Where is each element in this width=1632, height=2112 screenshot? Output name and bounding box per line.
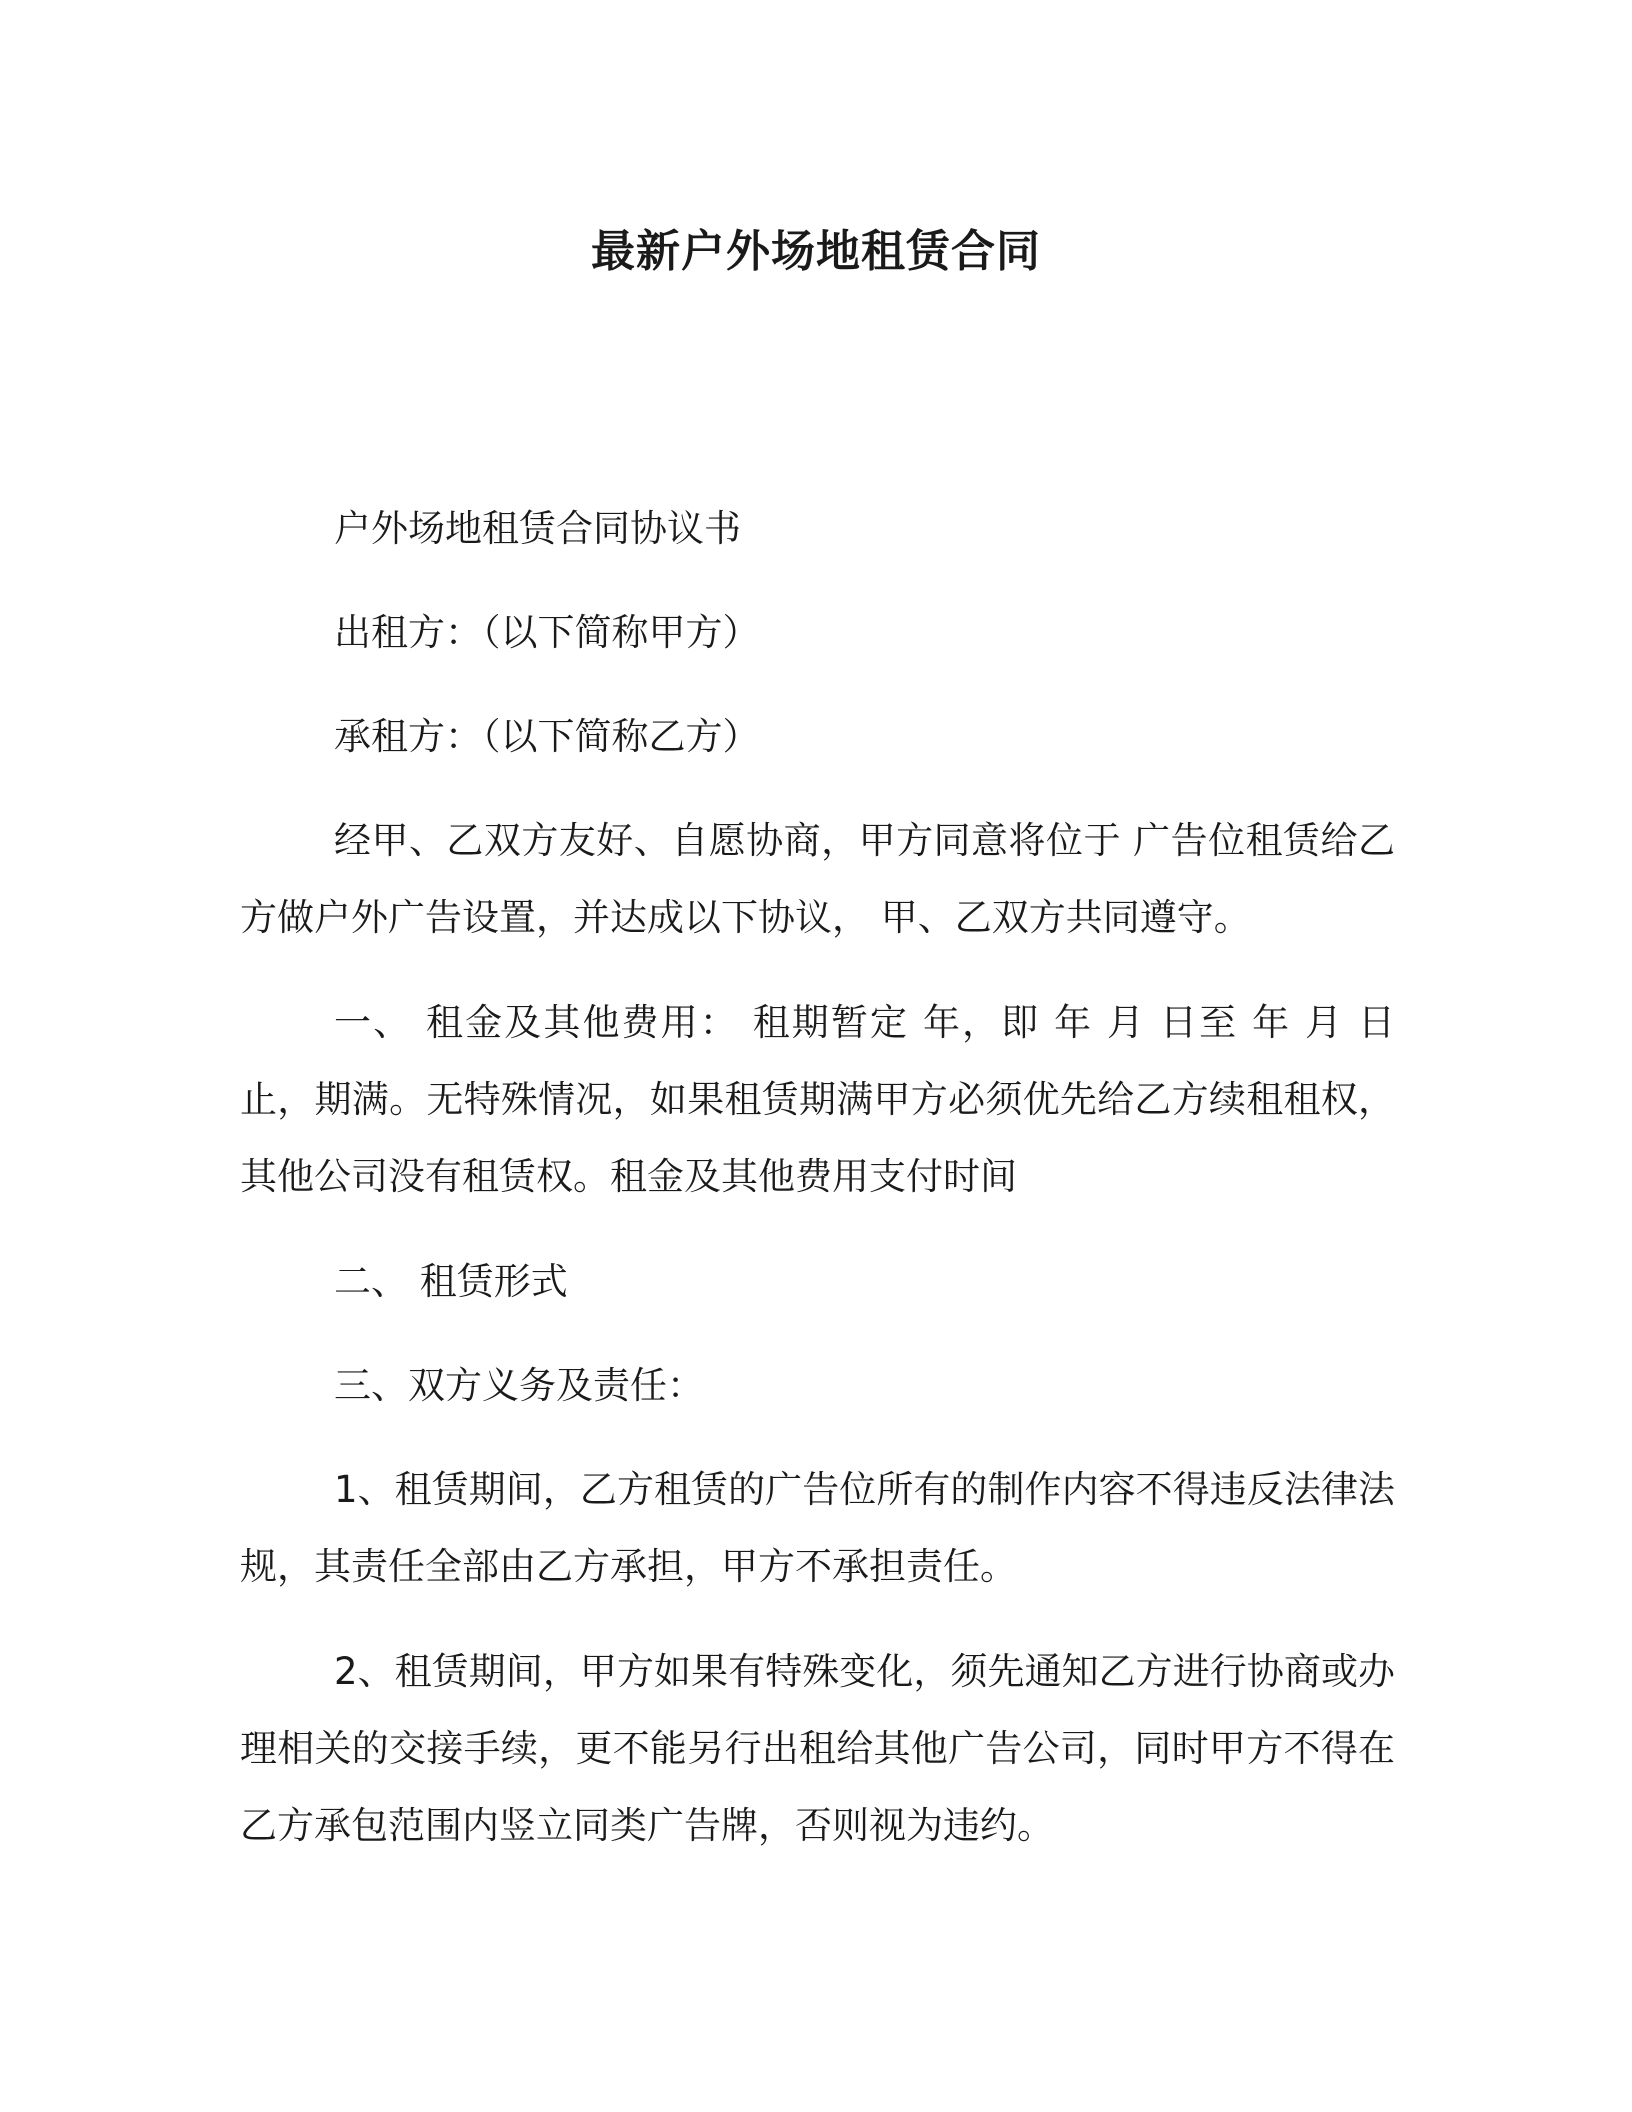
document-title: 最新户外场地租赁合同: [591, 226, 1041, 277]
paragraph-agreement-name: 户外场地租赁合同协议书: [334, 507, 741, 550]
paragraph-lessor: 出租方：（以下简称甲方）: [334, 611, 760, 654]
paragraph-obligation-1: 1、租赁期间，乙方租赁的广告位所有的制作内容不得违反法律法规，其责任全部由乙方承担，甲方不承担责任。: [240, 1468, 1395, 1588]
paragraph-lease-form: 二、 租赁形式: [334, 1260, 568, 1303]
paragraph-lessee: 承租方：（以下简称乙方）: [334, 715, 760, 758]
paragraph-obligation-2: 2、租赁期间，甲方如果有特殊变化，须先通知乙方进行协商或办理相关的交接手续，更不能另行出租给其他广告公司，同时甲方不得在乙方承包范围内竖立同类广告牌，否则视为违约。: [240, 1650, 1395, 1847]
paragraph-intro: 经甲、乙双方友好、自愿协商，甲方同意将位于 广告位租赁给乙方做户外广告设置，并达成以下协议， 甲、乙双方共同遵守。: [240, 819, 1395, 939]
document-body: [240, 490, 1395, 1892]
paragraph-obligations-heading: 三、双方义务及责任：: [334, 1364, 704, 1407]
paragraph-rent-and-fees: 一、 租金及其他费用： 租期暂定 年，即 年 月 日至 年 月 日止，期满。无特殊情况，如果租赁期满甲方必须优先给乙方续租租权，其他公司没有租赁权。租金及其他费用支付时间: [240, 1001, 1395, 1198]
